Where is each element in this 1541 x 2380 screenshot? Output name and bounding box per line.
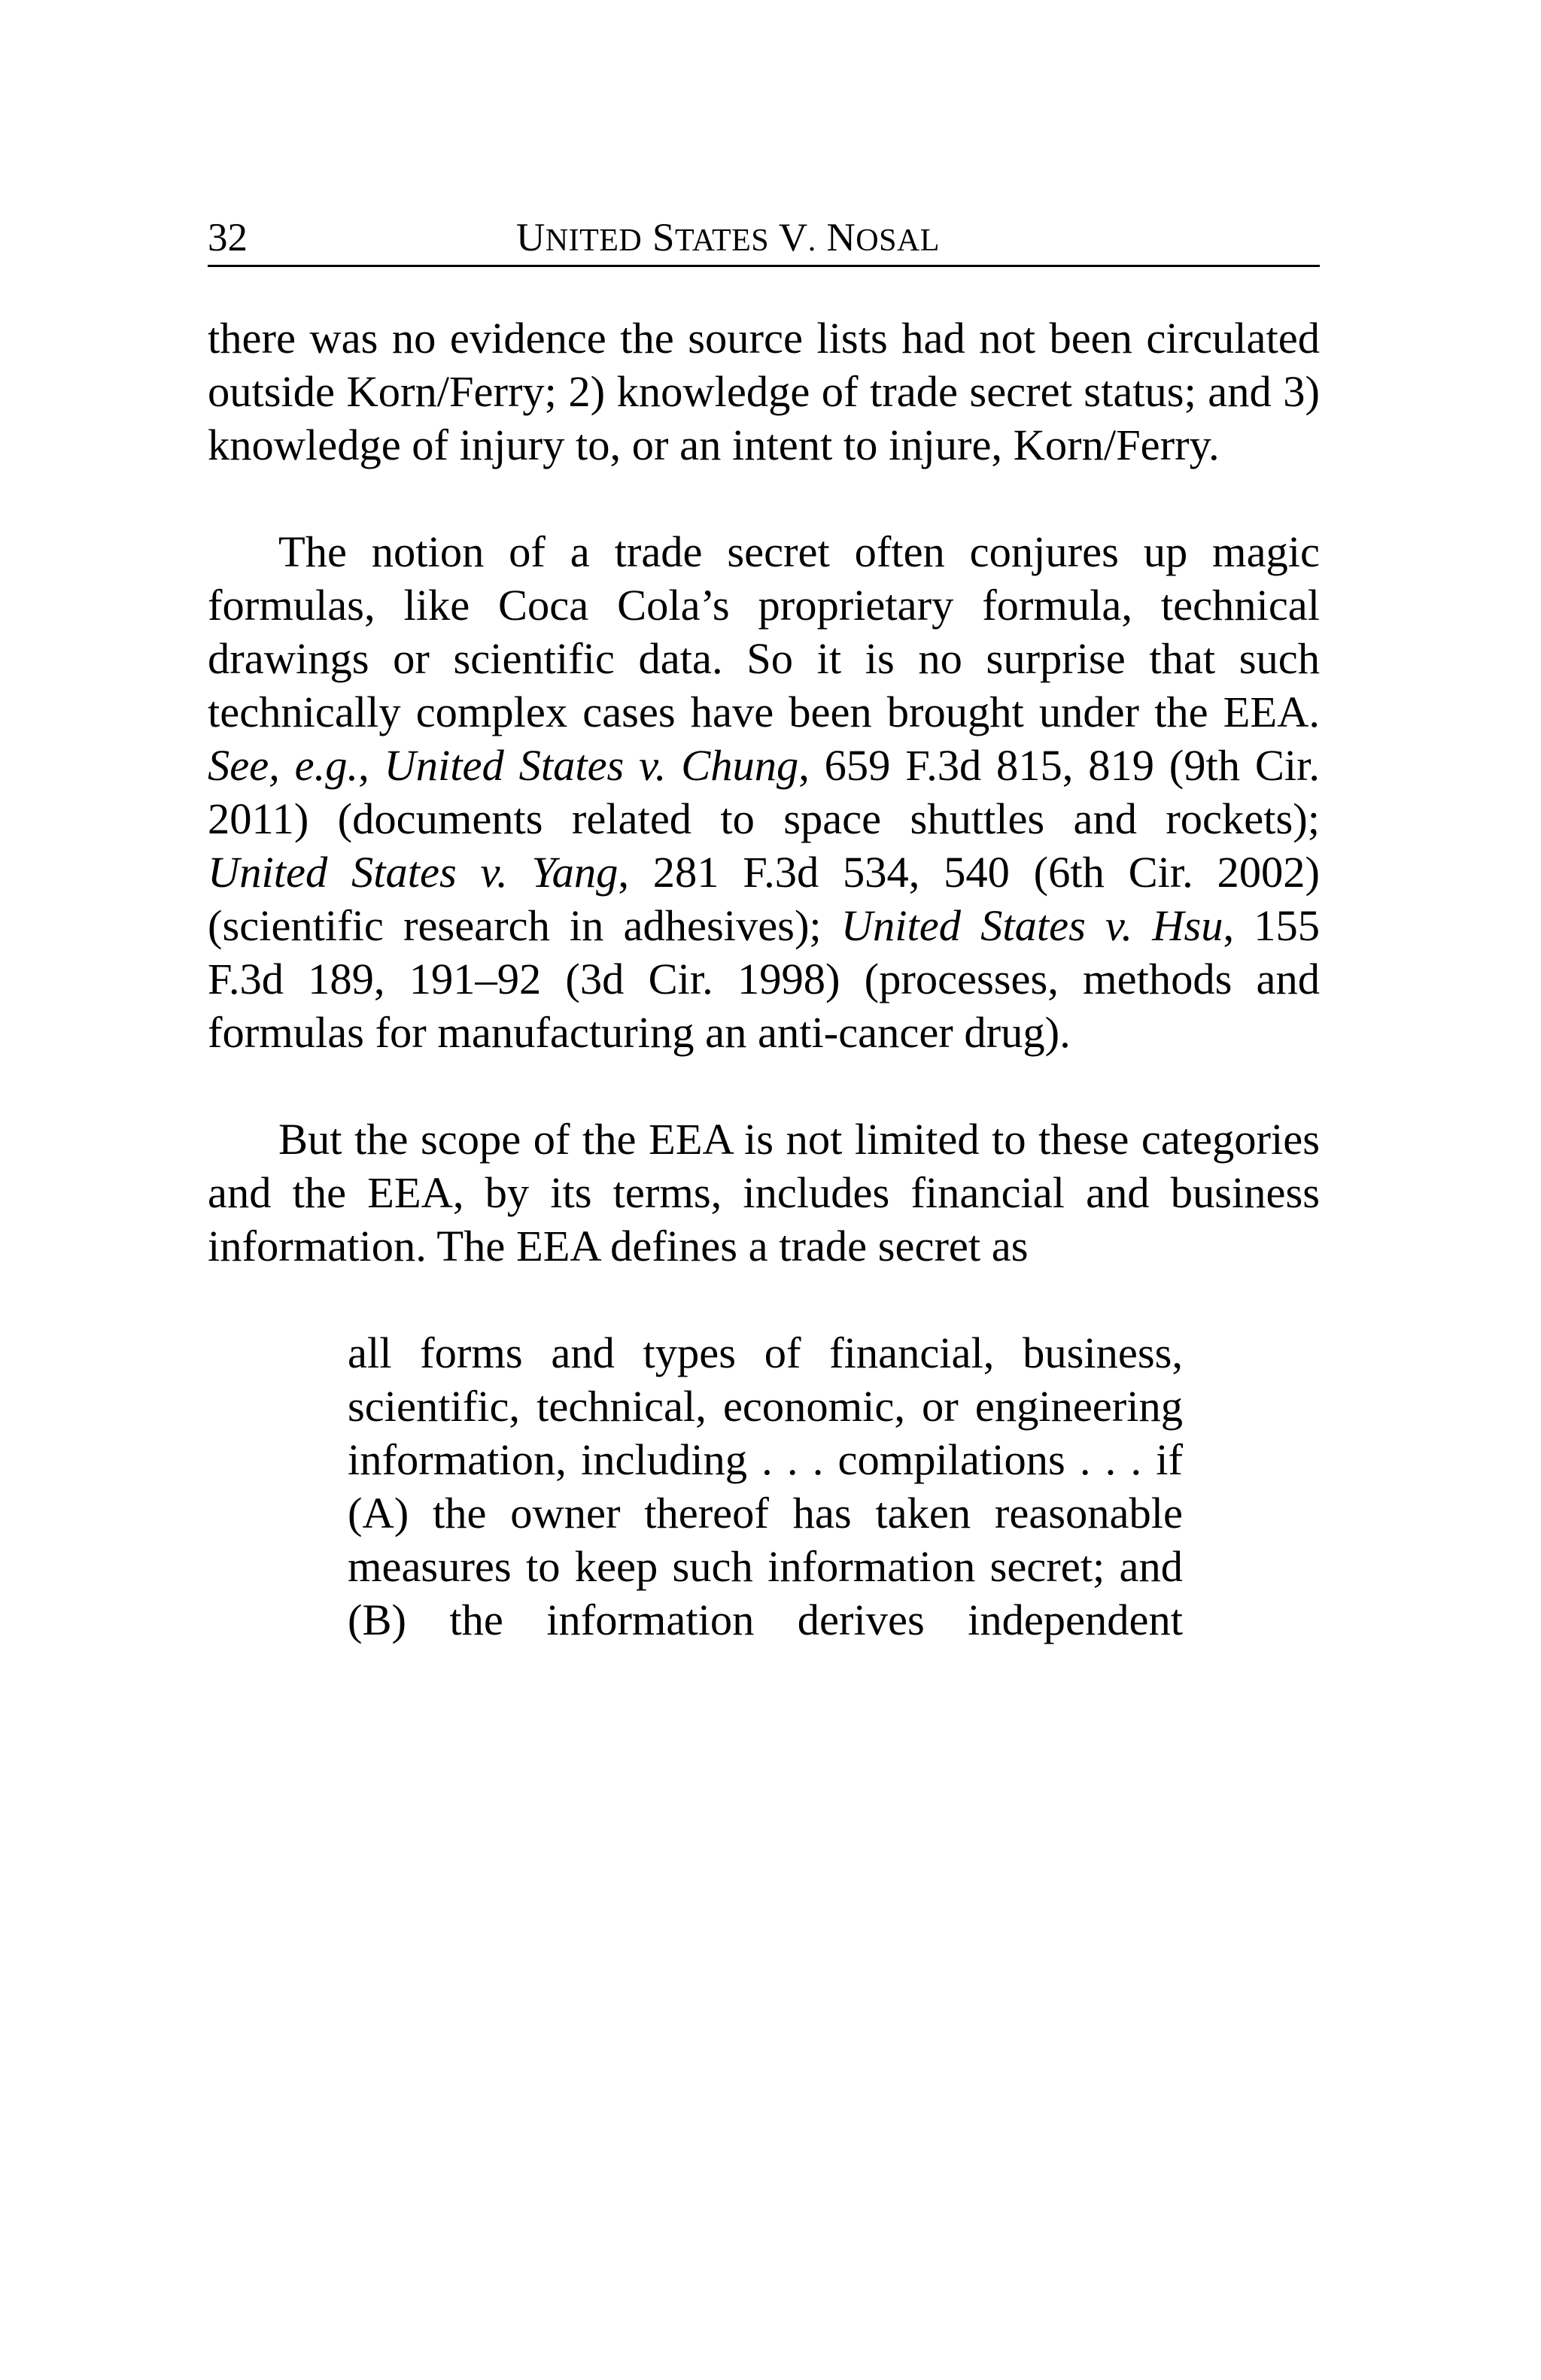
page-number: 32 [208, 216, 248, 260]
statutory-blockquote [348, 1326, 1183, 1647]
title-word: UNITED [516, 216, 643, 260]
title-word: STATES [652, 216, 770, 260]
running-header [208, 211, 1320, 267]
paragraph-eea-scope: But the scope of the EEA is not limited to these categories and the EEA, by its terms, includes financial and business information. The EEA defines a trade secret as [208, 1115, 1320, 1270]
blockquote-line: (A) the owner thereof has taken reasonable [348, 1489, 1183, 1538]
body-text [208, 311, 1320, 1647]
blockquote-line: (B) the information derives independent [348, 1595, 1183, 1644]
blockquote-line: measures to keep such information secret; and [348, 1542, 1183, 1591]
paragraph-continued: there was no evidence the source lists had not been circulated outside Korn/Ferry; 2) knowledge of trade secret status; and 3) knowledge of injury to, or an intent to injure, Korn/Ferry. [208, 314, 1320, 469]
blockquote-line: scientific, technical, economic, or engineering [348, 1382, 1183, 1431]
title-word: V. [778, 216, 816, 260]
case-name-yang: United States v. Yang [208, 848, 619, 897]
document-page [208, 0, 1320, 2380]
paragraph-trade-secret-notion: The notion of a trade secret often conjures up magic formulas, like Coca Cola’s proprietary formula, technical drawings or scientific data. So it is no surprise that such technically complex cases have been brought under the EEA. See, e.g., United States v. Chung, 659 F.3d 815, 819 (9th Cir. 2011) (documents related to space shuttles and rockets); United States v. Yang, 281 F.3d 534, 540 (6th Cir. 2002) (scientific research in adhesives); United States v. Hsu, 155 F.3d 189, 191–92 (3d Cir. 1998) (processes, methods and formulas for manufacturing an anti-cancer drug). [208, 527, 1321, 1057]
citation-signal: See, e.g. [208, 741, 359, 790]
case-title [516, 211, 940, 268]
case-name-hsu: United States v. Hsu [840, 901, 1223, 950]
title-word: NOSAL [826, 216, 940, 260]
case-name-chung: United States v. Chung [384, 741, 799, 790]
blockquote-line: information, including . . . compilations . . . if [348, 1435, 1183, 1484]
blockquote-line: all forms and types of financial, business, [348, 1328, 1183, 1377]
